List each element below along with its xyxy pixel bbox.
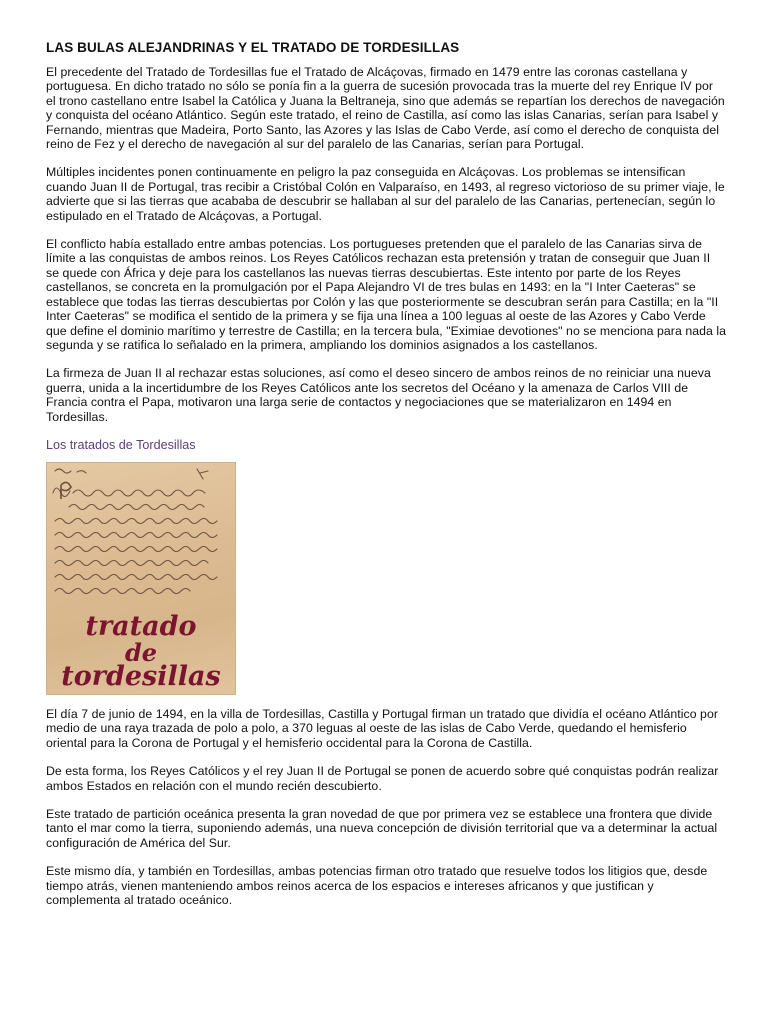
paragraph: De esta forma, los Reyes Católicos y el rey Juan II de Portugal se ponen de acuerdo sobre qué conquistas podrán realizar ambos Estados en relación con el mundo recién descubierto. <box>46 764 719 793</box>
manuscript-title-line: tratado <box>85 610 197 642</box>
paragraph: Este tratado de partición oceánica presenta la gran novedad de que por primera vez se establece una frontera que divide tanto el mar como la tierra, suponiendo además, una nueva concepción de división territorial que va a determinar la actual configuración de América del Sur. <box>46 806 718 850</box>
manuscript-image <box>46 462 236 695</box>
paragraph: El día 7 de junio de 1494, en la villa de Tordesillas, Castilla y Portugal firman un tratado que dividía el océano Atlántico por medio de una raya trazada de polo a polo, a 370 leguas al oeste de las islas de Cabo Verde, quedando el hemisferio oriental para la Corona de Portugal y el hemisferio occidental para la Corona de Castilla. <box>46 706 718 750</box>
paragraph: La firmeza de Juan II al rechazar estas soluciones, así como el deseo sincero de ambos reinos de no reiniciar una nueva guerra, unida a la incertidumbre de los Reyes Católicos ante los secretos del Océano y la amenaza de Carlos VIII de Francia contra el Papa, motivaron una larga serie de contactos y negociaciones que se materializaron en 1494 en Tordesillas. <box>46 366 711 424</box>
article <box>46 40 726 921</box>
paragraph: El conflicto había estallado entre ambas potencias. Los portugueses pretenden que el paralelo de las Canarias sirva de límite a las conquistas de ambos reinos. Los Reyes Católicos rechazan esta pretensión y tratan de conseguir que Juan II se quede con África y deje para los castellanos las nuevas tierras descubiertas. Este intento por parte de los Reyes castellanos, se concreta en la promulgación por el Papa Alejandro VI de tres bulas en 1493: en la "I Inter Caeteras" se establece que todas las tierras descubiertas por Colón y las que posteriormente se descubran serán para Castilla; en la "II Inter Caeteras" se modifica el sentido de la primera y se fija una línea a 100 leguas al oeste de las Azores y Cabo Verde que define el dominio marítimo y terrestre de Castilla; en la tercera bula, "Eximiae devotiones" no se menciona para nada la segunda y se ratifica lo señalado en la primera, ampliando los dominios asignados a los castellanos. <box>46 237 727 352</box>
section-link-tratados[interactable]: Los tratados de Tordesillas <box>46 437 196 452</box>
manuscript-title-line: de <box>124 637 158 667</box>
paragraph: Este mismo día, y también en Tordesillas, ambas potencias firman otro tratado que resuelve todos los litigios que, desde tiempo atrás, vienen manteniendo ambos reinos acerca de los espacios e intereses africanos y que justifican y complementa al tratado oceánico. <box>46 864 708 907</box>
article-title: LAS BULAS ALEJANDRINAS Y EL TRATADO DE TORDESILLAS <box>46 40 460 55</box>
paragraph: Múltiples incidentes ponen continuamente en peligro la paz conseguida en Alcáçovas. Los problemas se intensifican cuando Juan II de Portugal, tras recibir a Cristóbal Colón en Valparaíso, en 1493, al regreso victorioso de su primer viaje, le advierte que si las tierras que acababa de descubrir se hallaban al sur del paralelo de las Canarias, pertenecían, según lo estipulado en el Tratado de Alcáçovas, a Portugal. <box>46 165 725 223</box>
paragraph: El precedente del Tratado de Tordesillas fue el Tratado de Alcáçovas, firmado en 1479 entre las coronas castellana y portuguesa. En dicho tratado no sólo se ponía fin a la guerra de sucesión provocada tras la muerte del rey Enrique IV por el trono castellano entre Isabel la Católica y Juana la Beltraneja, sino que además se repartían los derechos de navegación y conquista del océano Atlántico. Según este tratado, el reino de Castilla, así como las islas Canarias, serían para Isabel y Fernando, mientras que Madeira, Porto Santo, las Azores y las Islas de Cabo Verde, así como el derecho de conquista del reino de Fez y el derecho de navegación al sur del paralelo de las Canarias, serían para Portugal. <box>46 65 725 152</box>
manuscript-title-line: tordesillas <box>61 660 221 692</box>
